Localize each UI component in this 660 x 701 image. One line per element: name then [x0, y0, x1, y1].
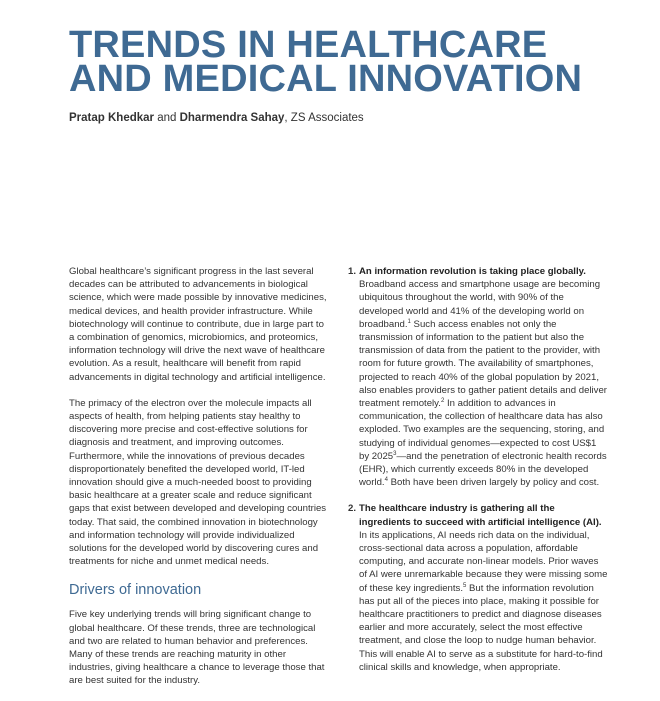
list-text-1d: —and the penetration of electronic health records (EHR), which currently exceeds 80% in the developed world. [359, 450, 607, 489]
author-2: Dharmendra Sahay [179, 112, 285, 124]
article-title [69, 24, 649, 100]
affiliation: , ZS Associates [284, 112, 364, 124]
list-text-1b: Such access enables not only the transmission of information to the patient but also the transmission of data from the patient to the provider, with room for future growth. The availability of smartphones, projected to reach 40% of the global population by 2021, also enables providers to gather patient details and deliver treatment remotely. [359, 318, 607, 410]
list-body-1 [359, 265, 608, 489]
right-column [348, 265, 608, 687]
drivers-paragraph: Five key underlying trends will bring significant change to global healthcare. Of these trends, three are technological and two are related to human behavior and preferences. Many of these trends are reaching maturity in other industries, giving healthcare a chance to leverage those that are best suited for the industry. [69, 609, 325, 687]
list-heading-2: The healthcare industry is gathering all the ingredients to succeed with artificial intelligence (AI). [359, 503, 602, 528]
list-item-2 [348, 502, 608, 674]
intro-paragraph-1: Global healthcare’s significant progress in the last several decades can be attributed to advancements in biological science, which were made possible by innovative medicines, medical devices, and health provider infrastructure. While biotechnology will continue to contribute, due in large part to a combination of genomics, microbiomics, and proteomics, information technology will drive the next wave of healthcare evolution. As a result, healthcare will benefit from rapid advancements in digital technology and artificial intelligence. [69, 266, 327, 383]
footnote-ref-5: 5 [463, 582, 467, 589]
intro-paragraph-2: The primacy of the electron over the molecule impacts all aspects of health, from helping patients stay healthy to discovering more precise and cost-effective solutions for diagnosis and treatment, and improving outcomes. Furthermore, while the innovations of previous decades disproportionately benefited the developed world, IT-led innovation should give a much-needed boost to providing basic healthcare at a greater scale and reduce significant gaps that exist between developed and developing countries today. That said, the combined innovation in biotechnology and information technology will provide individualized solutions for the developed world by discovering cures and treatments for niche and unmet medical needs. [69, 397, 327, 568]
footnote-ref-2: 2 [440, 397, 445, 404]
list-text-1a: Broadband access and smartphone usage are becoming ubiquitous throughout the world, with 90% of the developed world and 41% of the developing world on broadband. [359, 279, 601, 330]
left-column [69, 265, 331, 701]
footnote-ref-1: 1 [407, 318, 411, 325]
title-line-2: AND MEDICAL INNOVATION [69, 58, 583, 100]
list-item-1 [348, 265, 608, 489]
list-heading-1: An information revolution is taking place globally. [359, 266, 586, 277]
footnote-ref-3: 3 [393, 450, 397, 457]
footnote-ref-4: 4 [384, 477, 388, 484]
section-heading-drivers: Drivers of innovation [69, 582, 202, 599]
list-text-1e: Both have been driven largely by policy and cost. [387, 477, 600, 489]
author-1: Pratap Khedkar [69, 112, 155, 124]
byline-connector: and [154, 112, 180, 124]
list-text-2a: In its applications, AI needs rich data on the individual, cross-sectional data across a population, affordable computing, and accurate non-linear models. Prior waves of AI were unremarkable because they were missing some of these key ingredients. [359, 529, 608, 594]
list-number-2: 2. [348, 503, 357, 515]
list-number-1: 1. [348, 266, 357, 277]
list-body-2 [359, 502, 608, 674]
title-line-1: TRENDS IN HEALTHCARE [69, 24, 548, 66]
list-text-1c: In addition to advances in communication, the collection of healthcare data has also exploded. Two examples are the sequencing, storing, and studying of individual genomes—expected to cost US$1 by 2025 [359, 398, 605, 462]
byline [69, 112, 364, 124]
list-text-2b: But the information revolution has put all of the pieces into place, making it possible for healthcare practitioners to predict and diagnose diseases earlier and more accurately, select the most effective treatment, and close the loop to nudge human behavior. This will enable AI to serve as a substitute for hard-to-find clinical skills and knowledge, when appropriate. [359, 582, 603, 673]
